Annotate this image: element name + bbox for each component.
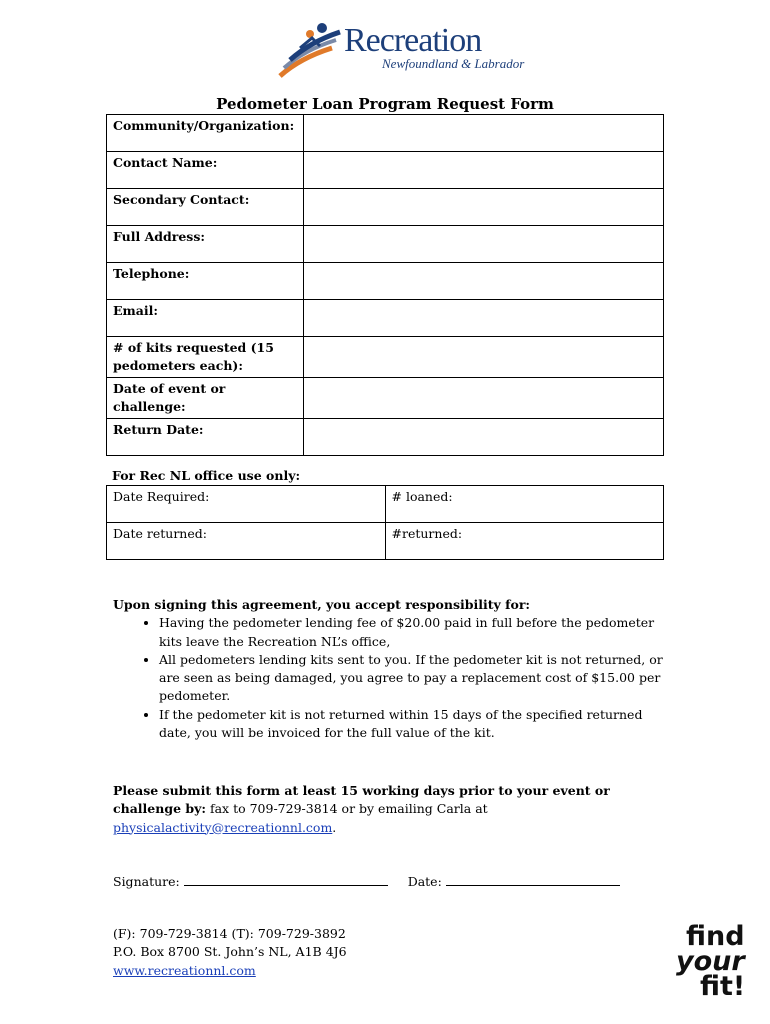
contact-info-table: [106, 114, 664, 456]
date-line[interactable]: [446, 872, 620, 886]
field-label: Contact Name:: [107, 152, 304, 189]
event-date-field[interactable]: [304, 378, 664, 419]
telephone-field[interactable]: [304, 263, 664, 300]
signature-label: Signature:: [113, 874, 180, 889]
footer-address: P.O. Box 8700 St. John’s NL, A1B 4J6: [113, 944, 347, 960]
slogan-line: fit!: [700, 971, 746, 1002]
signature-row: [113, 872, 673, 889]
field-label: Date of event or challenge:: [107, 378, 304, 419]
full-address-field[interactable]: [304, 226, 664, 263]
slogan-line: your: [676, 946, 745, 977]
office-use-heading: For Rec NL office use only:: [112, 468, 301, 483]
table-row: [107, 419, 664, 456]
footer-contact: [113, 925, 347, 980]
contact-name-field[interactable]: [304, 152, 664, 189]
returned-cell[interactable]: #returned:: [385, 523, 664, 560]
table-row: [107, 378, 664, 419]
loaned-cell[interactable]: # loaned:: [385, 486, 664, 523]
return-date-field[interactable]: [304, 419, 664, 456]
kits-requested-field[interactable]: [304, 337, 664, 378]
list-item: • If the pedometer kit is not returned within 15 days of the specified returned date, you will be invoiced for the full value of the kit.: [159, 706, 663, 743]
agreement-list: [113, 614, 663, 742]
signature-line[interactable]: [184, 872, 388, 886]
submission-instructions: [113, 782, 663, 837]
form-title: Pedometer Loan Program Request Form: [216, 95, 554, 113]
date-required-cell[interactable]: Date Required:: [107, 486, 386, 523]
table-row: [107, 189, 664, 226]
logo-subtitle: Newfoundland & Labrador: [382, 56, 525, 71]
table-row: [107, 263, 664, 300]
field-label: Email:: [107, 300, 304, 337]
website-link[interactable]: www.recreationnl.com: [113, 962, 256, 978]
secondary-contact-field[interactable]: [304, 189, 664, 226]
field-label: Community/Organization:: [107, 115, 304, 152]
recreation-nl-logo: [270, 18, 530, 82]
email-link[interactable]: physicalactivity@recreationnl.com: [113, 819, 333, 835]
field-label: # of kits requested (15 pedometers each):: [107, 337, 304, 378]
table-row: [107, 523, 664, 560]
table-row: [107, 152, 664, 189]
email-field[interactable]: [304, 300, 664, 337]
field-label: Secondary Contact:: [107, 189, 304, 226]
community-organization-field[interactable]: [304, 115, 664, 152]
footer-phones: (F): 709-729-3814 (T): 709-729-3892: [113, 926, 346, 941]
list-item: • All pedometers lending kits sent to you. If the pedometer kit is not returned, or are seen as being damaged, you agree to pay a replacement cost of $15.00 per pedometer.: [159, 651, 663, 706]
date-label: Date:: [407, 874, 442, 889]
field-label: Full Address:: [107, 226, 304, 263]
table-row: [107, 486, 664, 523]
field-label: Telephone:: [107, 263, 304, 300]
running-figures-icon: [270, 18, 350, 82]
table-row: [107, 337, 664, 378]
list-item: • Having the pedometer lending fee of $20.00 paid in full before the pedometer kits leave the Recreation NL’s office,: [159, 614, 663, 651]
submit-deadline-text: Please submit this form at least 15 working days prior to your event or challenge by:: [113, 783, 610, 817]
field-label: Return Date:: [107, 419, 304, 456]
find-your-fit-logo: [676, 921, 756, 1004]
logo-wordmark: Recreation: [344, 22, 482, 59]
submit-method-text: fax to 709-729-3814 or by emailing Carla at: [206, 801, 488, 817]
agreement-heading: Upon signing this agreement, you accept responsibility for:: [113, 597, 531, 612]
table-row: [107, 300, 664, 337]
office-use-table: [106, 485, 664, 560]
table-row: [107, 115, 664, 152]
date-returned-cell[interactable]: Date returned:: [107, 523, 386, 560]
table-row: [107, 226, 664, 263]
agreement-section: [113, 596, 663, 742]
slogan-line: find: [686, 921, 745, 952]
period: .: [332, 819, 337, 835]
